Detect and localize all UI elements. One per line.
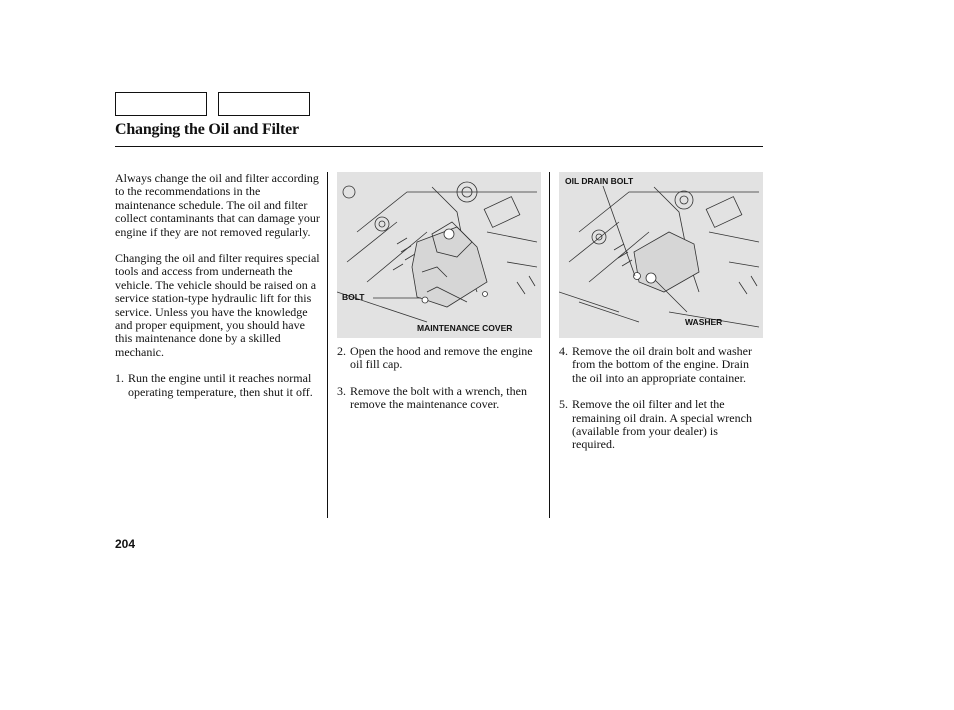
step-5 (559, 398, 763, 452)
step-4 (559, 345, 763, 385)
column-steps-2-3 (337, 345, 541, 425)
step-text: Remove the oil drain bolt and washer from the bottom of the engine. Drain the oil into an appropriate container. (572, 344, 752, 385)
oil-drain-illustration (559, 172, 763, 338)
washer-callout: WASHER (685, 317, 723, 327)
maintenance-cover-callout: MAINTENANCE COVER (417, 323, 513, 333)
step-number: 4. (559, 344, 568, 358)
step-number: 2. (337, 344, 346, 358)
step-text: Open the hood and remove the engine oil fill cap. (350, 344, 533, 372)
bolt-callout: BOLT (342, 292, 365, 302)
maintenance-cover-illustration (337, 172, 541, 338)
step-number: 3. (337, 383, 346, 398)
column-intro (115, 172, 321, 412)
oil-drain-bolt-callout: OIL DRAIN BOLT (565, 176, 634, 186)
page-number: 204 (115, 537, 136, 551)
nav-tab-1[interactable] (115, 92, 207, 116)
step-2 (337, 345, 541, 372)
step-text: Remove the bolt with a wrench, then remove the maintenance cover. (350, 383, 527, 412)
step-3 (337, 385, 541, 412)
title-rule (115, 146, 763, 147)
nav-tab-2[interactable] (218, 92, 310, 116)
column-divider-1 (327, 172, 328, 518)
step-text: Run the engine until it reaches normal operating temperature, then shut it off. (128, 371, 313, 399)
column-steps-4-5 (559, 345, 763, 465)
step-number: 1. (115, 371, 124, 386)
intro-paragraph: Always change the oil and filter according to the recommendations in the maintenance schedule. The oil and filter collect contaminants that can damage your engine if they are not removed regularly. (115, 171, 320, 239)
oil-drain-drawing (559, 172, 763, 338)
step-1 (115, 372, 321, 399)
step-number: 5. (559, 397, 568, 412)
page-title: Changing the Oil and Filter (115, 121, 299, 138)
step-text: Remove the oil filter and let the remaining oil drain. A special wrench (available from your dealer) is required. (572, 397, 752, 452)
engine-underside-drawing (337, 172, 541, 338)
column-divider-2 (549, 172, 550, 518)
requirements-paragraph: Changing the oil and filter requires special tools and access from underneath the vehicle. The vehicle should be raised on a service station-type hydraulic lift for this service. Unless you have the knowledge and proper equipment, you should have this maintenance done by a skilled mechanic. (115, 251, 320, 359)
